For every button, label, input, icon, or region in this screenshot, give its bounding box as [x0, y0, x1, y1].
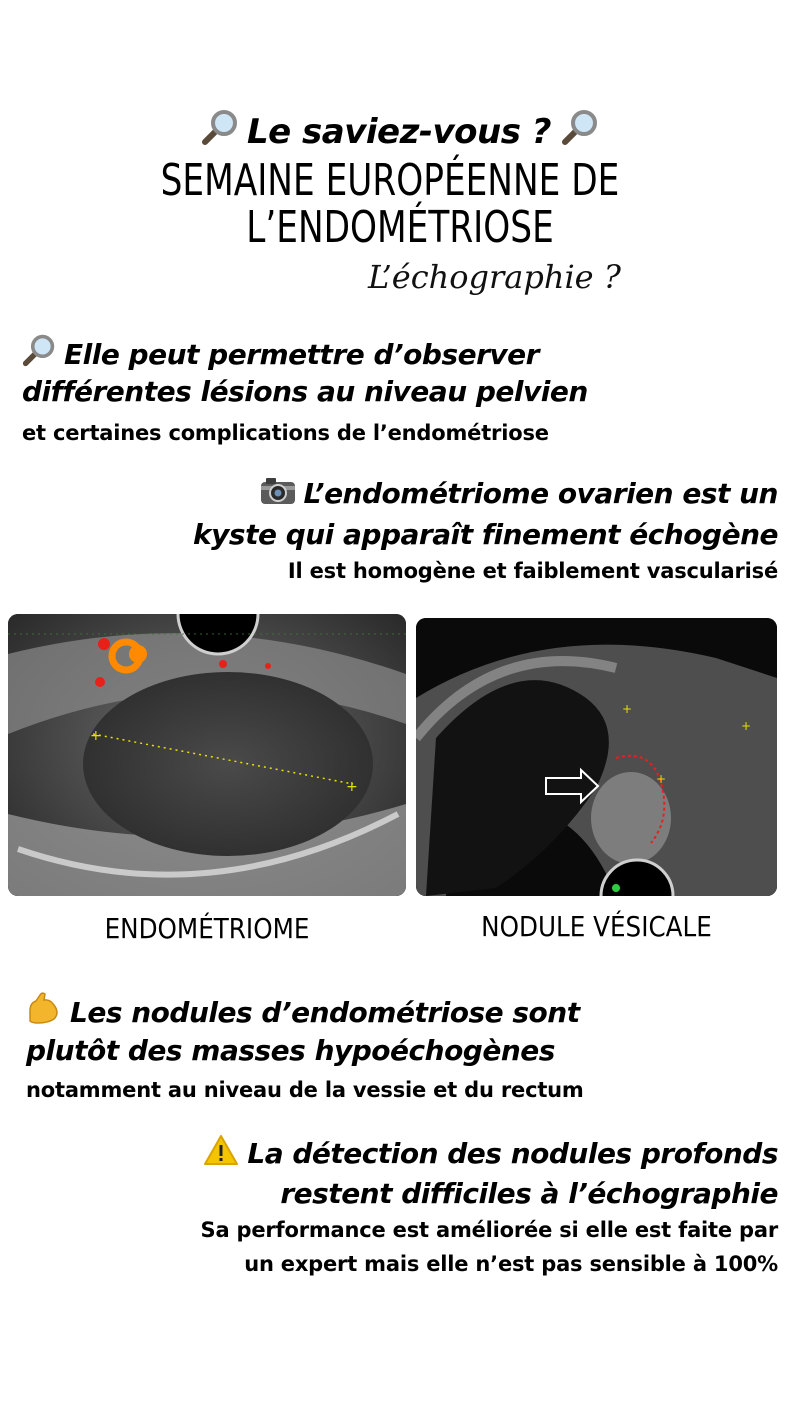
magnifier-icon [22, 333, 56, 374]
svg-text:+: + [622, 702, 633, 716]
section2-detail: Il est homogène et faiblement vascularisé [287, 559, 778, 583]
svg-text:+: + [90, 728, 102, 744]
endometrioma-caption: ENDOMÉTRIOME [104, 912, 310, 945]
bladder-nodule-caption: NODULE VÉSICALE [481, 910, 712, 943]
magnifier-icon [201, 108, 239, 155]
section3-line1-text: Les nodules d’endométriose sont [70, 996, 580, 1029]
section1-line1-text: Elle peut permettre d’observer [64, 338, 539, 371]
section2-line1 [260, 476, 778, 513]
camera-icon [260, 476, 296, 513]
tagline [0, 108, 800, 155]
page-title-line2: L’ENDOMÉTRIOSE [246, 202, 554, 253]
section2-line1-text: L’endométriome ovarien est un [303, 477, 778, 510]
page-title-line1: SEMAINE EUROPÉENNE DE [160, 155, 620, 206]
bladder-nodule-ultrasound-image [416, 618, 777, 896]
page-subtitle: L’échographie ? [368, 258, 621, 296]
section1-detail: et certaines complications de l’endométriose [22, 421, 549, 445]
section3-line2: plutôt des masses hypoéchogènes [26, 1034, 555, 1067]
flexed-biceps-icon [26, 991, 62, 1032]
tagline-text: Le saviez-vous ? [246, 112, 552, 152]
svg-text:+: + [656, 772, 667, 786]
section4-detail1: Sa performance est améliorée si elle est faite par [200, 1218, 778, 1242]
section4-line1 [203, 1134, 778, 1173]
magnifier-icon [561, 108, 599, 155]
section1-line2: différentes lésions au niveau pelvien [22, 375, 588, 408]
svg-text:+: + [346, 779, 358, 795]
section1-line1 [22, 333, 539, 374]
section3-line1 [26, 991, 580, 1032]
svg-text:+: + [741, 719, 752, 733]
section2-line2: kyste qui apparaît finement échogène [193, 518, 778, 551]
section3-detail: notamment au niveau de la vessie et du rectum [26, 1078, 584, 1102]
endometrioma-ultrasound-image [8, 614, 406, 896]
warning-icon [203, 1134, 239, 1173]
section4-line2: restent difficiles à l’échographie [280, 1177, 778, 1210]
section4-line1-text: La détection des nodules profonds [247, 1137, 778, 1170]
section4-detail2: un expert mais elle n’est pas sensible à 100% [244, 1252, 778, 1276]
